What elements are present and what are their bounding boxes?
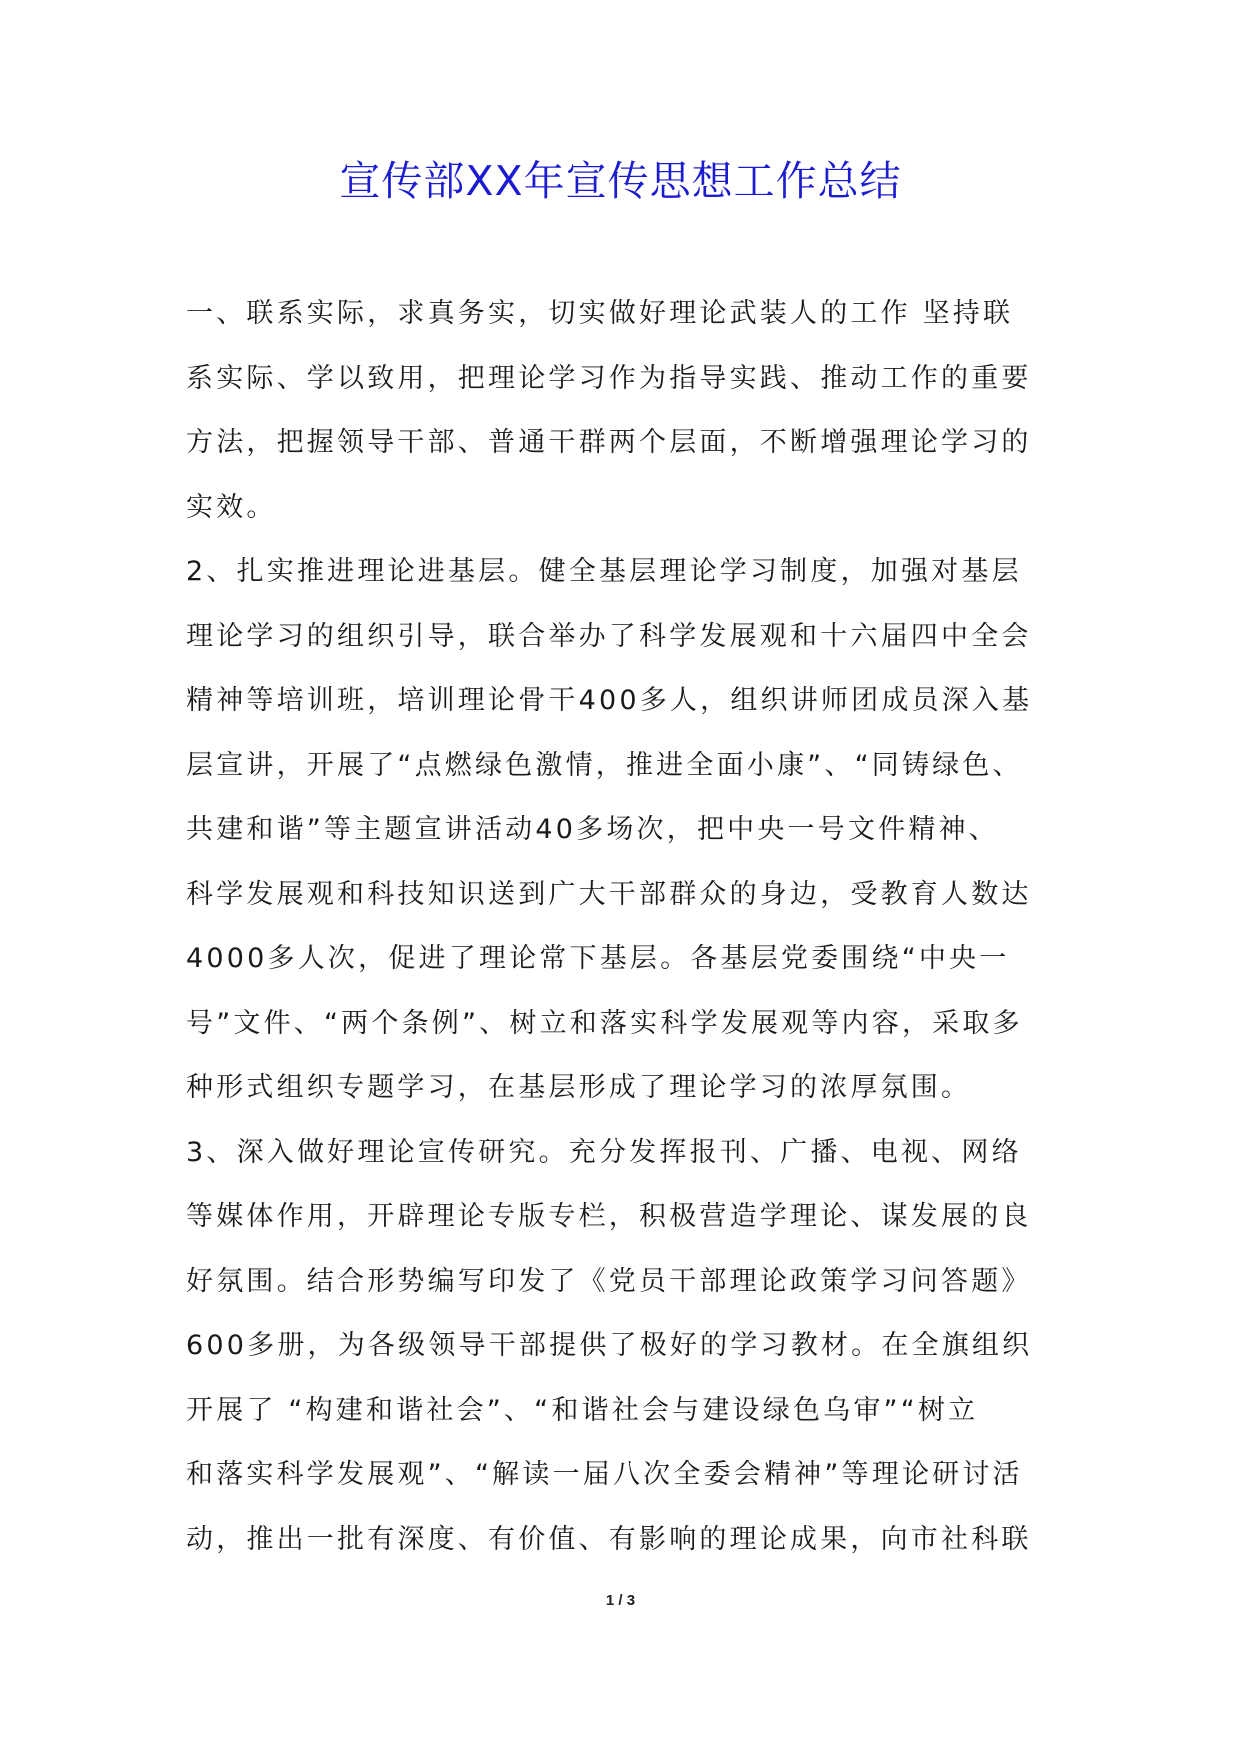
- document-body: [186, 282, 1076, 1572]
- document-title: 宣传部XX年宣传思想工作总结: [339, 157, 902, 205]
- body-line: 科学发展观和科技知识送到广大干部群众的身边，受教育人数达: [186, 878, 1032, 910]
- body-line: 实效。: [186, 491, 277, 523]
- body-line: 好氛围。结合形势编写印发了《党员干部理论政策学习问答题》: [186, 1265, 1032, 1297]
- body-line: 开展了 “构建和谐社会”、“和谐社会与建设绿色乌审”“树立: [186, 1394, 979, 1426]
- body-line: 理论学习的组织引导，联合举办了科学发展观和十六届四中全会: [186, 620, 1032, 652]
- body-line: 2、扎实推进理论进基层。健全基层理论学习制度，加强对基层: [186, 556, 1022, 587]
- page-number: 1 / 3: [605, 1592, 636, 1609]
- body-line: 系实际、学以致用，把理论学习作为指导实践、推动工作的重要: [186, 362, 1032, 394]
- body-line: 精神等培训班，培训理论骨干400多人，组织讲师团成员深入基: [186, 685, 1033, 716]
- body-line: 方法，把握领导干部、普通干群两个层面，不断增强理论学习的: [186, 427, 1032, 458]
- body-line: 600多册，为各级领导干部提供了极好的学习教材。在全旗组织: [186, 1330, 1033, 1361]
- body-line: 层宣讲，开展了“点燃绿色激情，推进全面小康”、“同铸绿色、: [186, 749, 1023, 781]
- body-line: 一、联系实际，求真务实，切实做好理论武装人的工作 坚持联: [186, 298, 1014, 329]
- body-line: 3、深入做好理论宣传研究。充分发挥报刊、广播、电视、网络: [186, 1136, 1022, 1168]
- body-line: 等媒体作用，开辟理论专版专栏，积极营造学理论、谋发展的良: [186, 1201, 1032, 1232]
- body-line: 共建和谐”等主题宣讲活动40多场次，把中央一号文件精神、: [186, 814, 999, 845]
- body-line: 4000多人次，促进了理论常下基层。各基层党委围绕“中央一: [186, 943, 1010, 974]
- body-line: 种形式组织专题学习，在基层形成了理论学习的浓厚氛围。: [186, 1072, 972, 1103]
- body-line: 动，推出一批有深度、有价值、有影响的理论成果，向市社科联: [186, 1523, 1032, 1555]
- body-line: 和落实科学发展观”、“解读一届八次全委会精神”等理论研讨活: [186, 1459, 1023, 1490]
- body-line: 号”文件、“两个条例”、树立和落实科学发展观等内容，采取多: [186, 1007, 1023, 1039]
